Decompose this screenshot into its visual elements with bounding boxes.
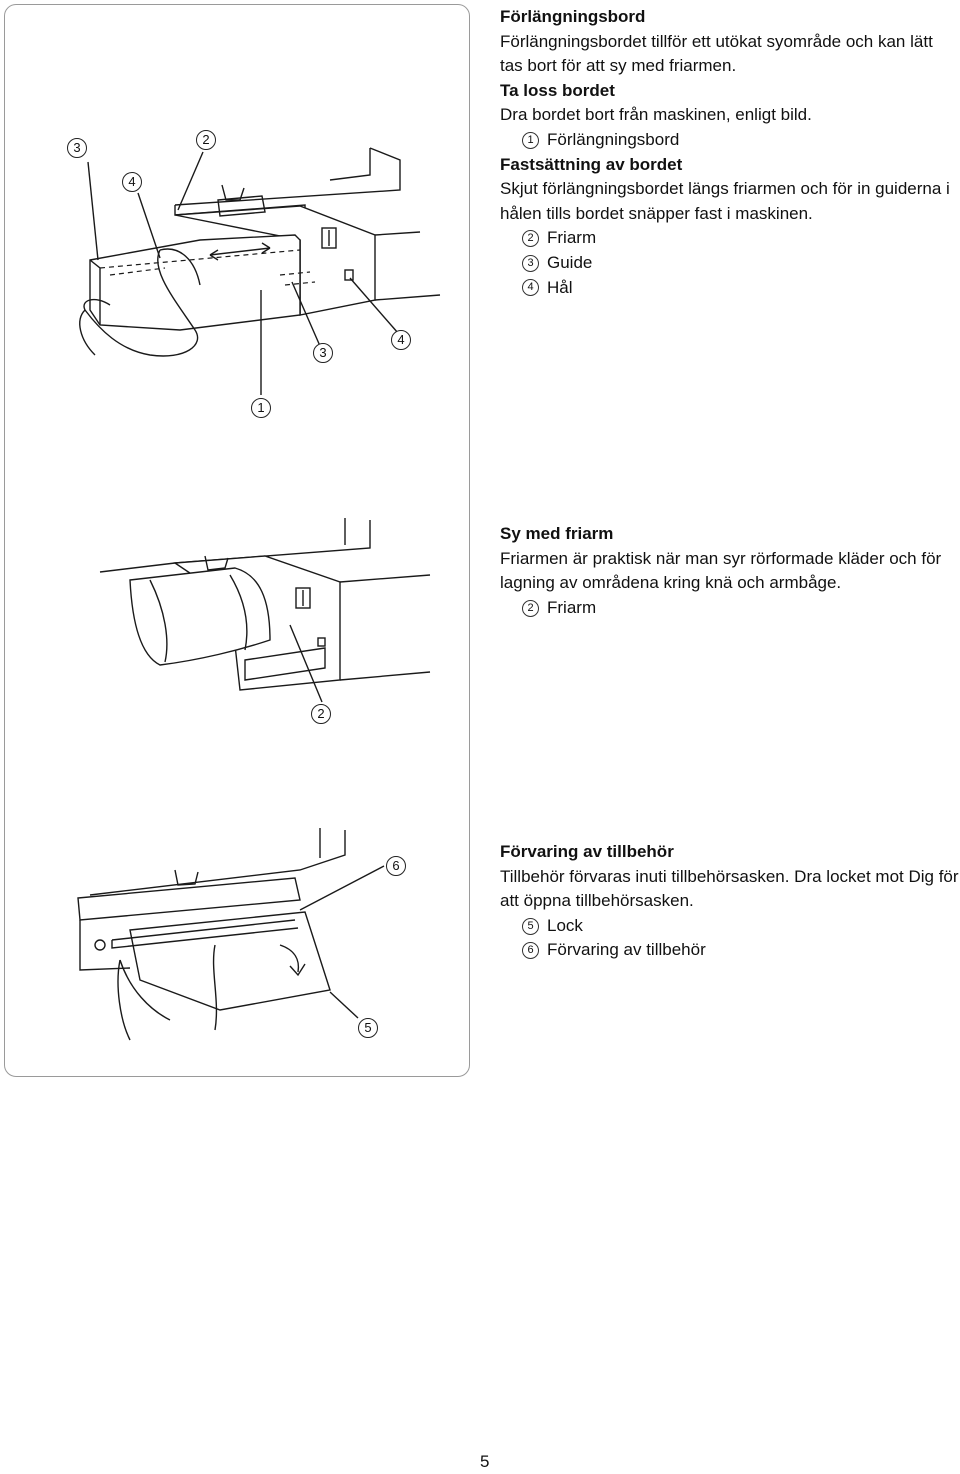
section-body: Förlängningsbordet tillför ett utökat syområde och kan lätt tas bort för att sy med friarmen. bbox=[500, 31, 933, 76]
section-heading: Ta loss bordet bbox=[500, 80, 615, 100]
item-number: 6 bbox=[522, 942, 539, 959]
fig1-callout-4-bottom: 4 bbox=[391, 330, 411, 350]
list-item bbox=[500, 251, 960, 276]
item-label: Friarm bbox=[547, 228, 597, 248]
list-item bbox=[500, 276, 960, 301]
section-body: Friarmen är praktisk när man syr rörformade kläder och för lagning av områdena kring knä och armbåge. bbox=[500, 548, 942, 593]
fig2-callout-2: 2 bbox=[311, 704, 331, 724]
list-item bbox=[500, 596, 960, 621]
item-number: 1 bbox=[522, 132, 539, 149]
item-number: 2 bbox=[522, 600, 539, 617]
list-item bbox=[500, 226, 960, 251]
item-label: Förlängningsbord bbox=[547, 129, 680, 149]
text-block-accessory-storage bbox=[500, 840, 960, 963]
item-number: 5 bbox=[522, 918, 539, 935]
item-label: Lock bbox=[547, 915, 583, 935]
section-heading: Förvaring av tillbehör bbox=[500, 842, 674, 861]
fig1-callout-1: 1 bbox=[251, 398, 271, 418]
section-heading: Förlängningsbord bbox=[500, 7, 646, 26]
list-item bbox=[500, 914, 960, 939]
item-number: 2 bbox=[522, 230, 539, 247]
item-label: Hål bbox=[547, 277, 573, 297]
item-label: Friarm bbox=[547, 597, 597, 617]
fig1-callout-4-top: 4 bbox=[122, 172, 142, 192]
list-item bbox=[500, 128, 960, 153]
section-body: Dra bordet bort från maskinen, enligt bild. bbox=[500, 105, 812, 125]
text-block-free-arm bbox=[500, 522, 960, 620]
section-body: Tillbehör förvaras inuti tillbehörsasken. Dra locket mot Dig för att öppna tillbehörsasken. bbox=[500, 866, 959, 911]
text-block-extension-table bbox=[500, 5, 960, 300]
page-number: 5 bbox=[480, 1452, 490, 1471]
fig3-callout-5: 5 bbox=[358, 1018, 378, 1038]
fig3-callout-6: 6 bbox=[386, 856, 406, 876]
fig1-callout-3-bottom: 3 bbox=[313, 343, 333, 363]
item-label: Förvaring av tillbehör bbox=[547, 940, 706, 960]
item-number: 3 bbox=[522, 255, 539, 272]
fig1-callout-2: 2 bbox=[196, 130, 216, 150]
item-number: 4 bbox=[522, 279, 539, 296]
list-item bbox=[500, 938, 960, 963]
item-label: Guide bbox=[547, 252, 593, 272]
section-body: Skjut förlängningsbordet längs friarmen och för in guiderna i hålen tills bordet snäpper fast i maskinen. bbox=[500, 179, 950, 223]
section-heading: Fastsättning av bordet bbox=[500, 154, 683, 174]
figure-accessory-storage bbox=[0, 0, 470, 1060]
fig1-callout-3-top: 3 bbox=[67, 138, 87, 158]
section-heading: Sy med friarm bbox=[500, 524, 614, 543]
